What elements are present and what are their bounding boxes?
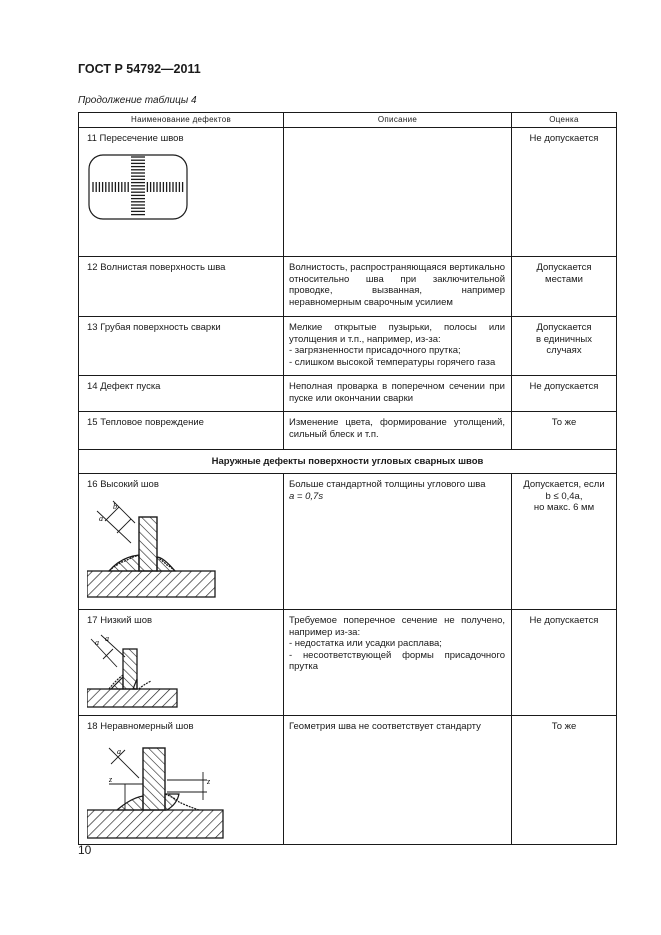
description-text: Мелкие открытые пузырьки, полосы или утолщения и т.п., например, из-за: — [289, 322, 505, 345]
assessment-text: местами — [545, 273, 583, 285]
table-row — [79, 128, 617, 257]
defect-assessment-cell — [512, 128, 617, 257]
table-row — [79, 412, 617, 450]
assessment-text: b ≤ 0,4a, — [545, 490, 583, 502]
section-header-row — [79, 450, 617, 474]
dimension-label-a: a — [117, 747, 121, 756]
description-text: - недостатка или усадки расплава; — [289, 638, 442, 649]
defect-name: 11 Пересечение швов — [87, 133, 184, 144]
weld-crossing-figure — [87, 151, 191, 223]
defect-assessment-cell — [512, 412, 617, 450]
description-text: Изменение цвета, формирование утолщений, сильный блеск и т.п. — [289, 417, 505, 440]
table-row — [79, 257, 617, 317]
defect-description-cell — [284, 376, 512, 412]
dimension-label-b: b — [113, 501, 117, 511]
defect-name: 14 Дефект пуска — [87, 381, 161, 392]
column-header-description: Описание — [284, 113, 512, 128]
defect-name: 13 Грубая поверхность сварки — [87, 322, 221, 333]
description-text: Требуемое поперечное сечение не получено, например из-за: — [289, 615, 505, 638]
table-row — [79, 715, 617, 845]
defect-name-cell — [79, 474, 284, 610]
assessment-text: Допускается — [536, 322, 592, 333]
defect-assessment-cell — [512, 317, 617, 376]
assessment-text: То же — [551, 720, 577, 732]
defect-name-cell — [79, 128, 284, 257]
table-row — [79, 317, 617, 376]
table-row — [79, 376, 617, 412]
description-text: Геометрия шва не соответствует стандарту — [289, 720, 481, 732]
description-text: - несоответствующей формы присадочного прутка — [289, 649, 505, 672]
defect-assessment-cell — [512, 715, 617, 845]
defect-assessment-cell — [512, 610, 617, 716]
column-header-name: Наименование дефектов — [79, 113, 284, 128]
dimension-label-a: a — [95, 637, 99, 647]
assessment-text: случаях — [546, 345, 582, 356]
high-weld-figure — [87, 497, 219, 599]
section-title: Наружные дефекты поверхности угловых сварных швов — [79, 450, 617, 474]
table-row — [79, 610, 617, 716]
defect-name: 18 Неравномерный шов — [87, 720, 194, 732]
defect-description-cell — [284, 128, 512, 257]
defect-name: 12 Волнистая поверхность шва — [87, 262, 226, 273]
description-formula: a = 0,7s — [289, 490, 324, 502]
assessment-text: Не допускается — [529, 381, 599, 392]
dimension-label-z: z — [109, 775, 113, 784]
description-text: - загрязненности присадочного прутка; — [289, 345, 461, 356]
defect-description-cell — [284, 412, 512, 450]
defect-assessment-cell — [512, 474, 617, 610]
assessment-text: Допускается, если — [523, 479, 605, 490]
description-text: Неполная проварка в поперечном сечении при пуске или окончании сварки — [289, 381, 505, 404]
assessment-text: Не допускается — [529, 133, 599, 144]
uneven-weld-figure — [87, 738, 227, 840]
assessment-text: в единичных — [536, 333, 592, 345]
dimension-label-a: a — [105, 633, 109, 643]
defect-name: 16 Высокий шов — [87, 479, 159, 490]
table-continuation-caption: Продолжение таблицы 4 — [78, 95, 197, 106]
defect-description-cell — [284, 715, 512, 845]
defect-assessment-cell — [512, 257, 617, 317]
defect-name-cell — [79, 412, 284, 450]
low-weld-figure — [87, 633, 183, 711]
page-number: 10 — [78, 843, 92, 857]
description-text: Волнистость, распространяющаяся вертикально относительно шва при заключительной проводке, вызванная, например неравномерным сварочным усилием — [289, 262, 505, 308]
defect-description-cell — [284, 317, 512, 376]
assessment-text: То же — [551, 417, 577, 428]
assessment-text: Допускается — [536, 262, 592, 273]
defect-name: 15 Тепловое повреждение — [87, 417, 204, 428]
column-header-assessment: Оценка — [512, 113, 617, 128]
defect-description-cell — [284, 257, 512, 317]
dimension-label-a: a — [99, 513, 103, 523]
defect-description-cell — [284, 610, 512, 716]
defect-assessment-cell — [512, 376, 617, 412]
defect-name-cell — [79, 715, 284, 845]
dimension-label-z: z — [207, 777, 211, 786]
defect-name-cell — [79, 610, 284, 716]
defect-name-cell — [79, 317, 284, 376]
defect-name-cell — [79, 376, 284, 412]
standard-header: ГОСТ Р 54792—2011 — [78, 62, 201, 76]
defects-table — [78, 112, 617, 845]
defect-name: 17 Низкий шов — [87, 615, 153, 626]
defect-description-cell — [284, 474, 512, 610]
table-header-row — [79, 113, 617, 128]
defect-name-cell — [79, 257, 284, 317]
assessment-text: но макс. 6 мм — [533, 502, 595, 513]
description-text: Больше стандартной толщины углового шва — [289, 479, 486, 490]
assessment-text: Не допускается — [529, 615, 599, 626]
description-text: - слишком высокой температуры горячего газа — [289, 356, 496, 368]
table-row — [79, 474, 617, 610]
